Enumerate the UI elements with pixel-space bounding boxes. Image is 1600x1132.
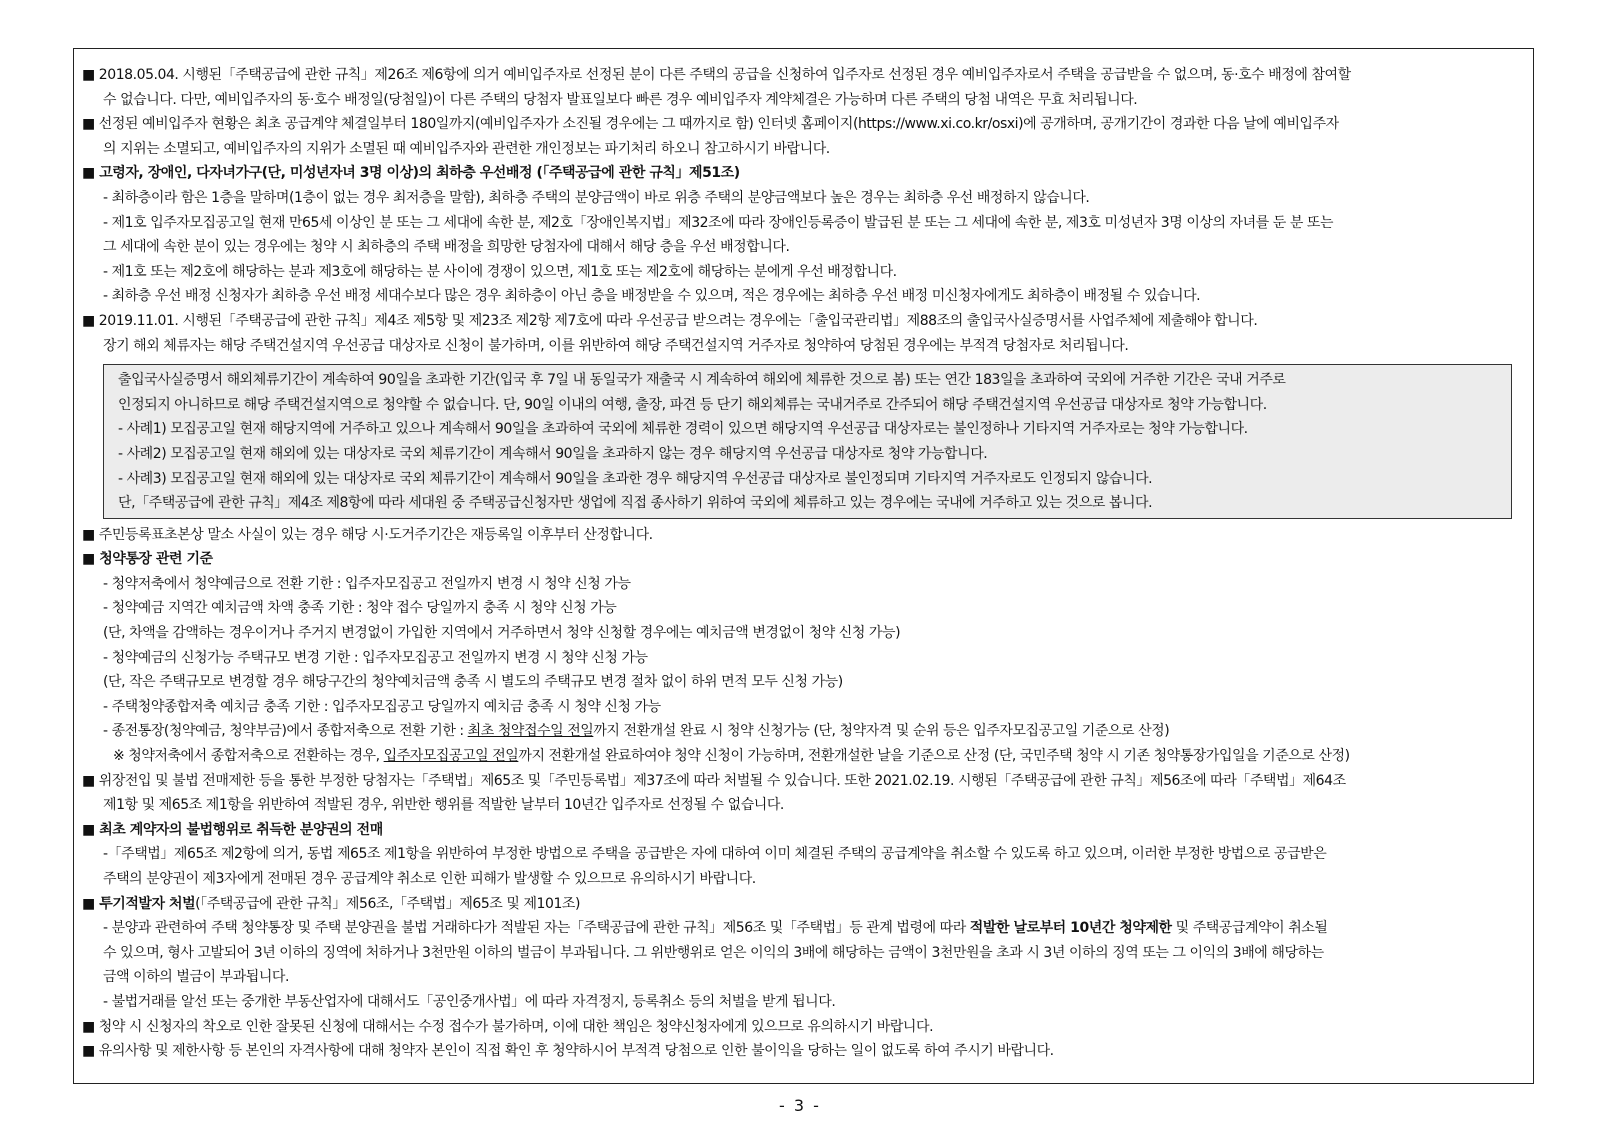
bold-ten-year-restriction: 적발한 날로부터 10년간 청약제한 [969,920,1172,937]
text-line: - 제1호 또는 제2호에 해당하는 분과 제3호에 해당하는 분 사이에 경쟁이 있으면, 제1호 또는 제2호에 해당하는 분에게 우선 배정합니다. [103,263,897,280]
text-line: - 최하층이라 함은 1층을 말하며(1층이 없는 경우 최저층을 말함), 최하층 주택의 분양금액이 바로 위층 주택의 분양금액보다 높은 경우는 최하층 우선 배정하지 않습니다. [103,189,1090,206]
section-heading: ■ 최초 계약자의 불법행위로 취득한 분양권의 전매 [82,821,383,838]
text-line: (단, 차액을 감액하는 경우이거나 주거지 변경없이 가입한 지역에서 거주하면서 청약 신청할 경우에는 예치금액 변경없이 청약 신청 가능) [103,625,901,642]
text-line: - 사례3) 모집공고일 현재 해외에 있는 대상자로 국외 체류기간이 계속해서 90일을 초과한 경우 해당지역 우선공급 대상자로 불인정되며 기타지역 거주자로도 인정되지 않습니다. [118,470,1153,487]
text-line: ■ 선정된 예비입주자 현황은 최초 공급계약 체결일부터 180일까지(예비입주자가 소진될 경우에는 그 때까지로 함) 인터넷 홈페이지(https://www.xi.co.kr/osxi)에 공개하며, 공개기간이 경과한 다음 날에 예비입주자 [82,116,1339,133]
page-number: - 3 - [779,1096,821,1115]
section-subscription-account [82,523,1525,720]
text-line: - 최하층 우선 배정 신청자가 최하층 우선 배정 세대수보다 많은 경우 최하층이 아닌 층을 배정받을 수 있으며, 적은 경우에는 최하층 우선 배정 미신청자에게도 최하층이 배정될 수 있습니다. [103,288,1201,305]
text-line: ■ 주민등록표초본상 말소 사실이 있는 경우 해당 시·도거주기간은 재등록일 이후부터 산정합니다. [82,526,653,543]
text-line: (단, 작은 주택규모로 변경할 경우 해당구간의 청약예치금액 충족 시 별도의 주택규모 변경 절차 없이 하위 면적 모두 신청 가능) [103,674,843,691]
speculation-heading: ■ 투기적발자 처벌(「주택공급에 관한 규칙」제56조,「주택법」제65조 및 제101조) [82,895,580,912]
text-line: - 청약예금 지역간 예치금액 차액 충족 기한 : 청약 접수 당일까지 충족 시 청약 신청 가능 [103,600,617,617]
text-line: 제1항 및 제65조 제1항을 위반하여 적발된 경우, 위반한 행위를 적발한 날부터 10년간 입주자로 선정될 수 없습니다. [103,797,784,814]
text-line: 수 있으며, 형사 고발되어 3년 이하의 징역에 처하거나 3천만원 이하의 벌금이 부과됩니다. 그 위반행위로 얻은 이익의 3배에 해당하는 금액이 3천만원을 초과 시 3년 이하의 징역 또는 그 이익의 3배에 해당하는 [103,944,1324,961]
overseas-stay-notice-box [103,364,1512,519]
text-line: 장기 해외 체류자는 해당 주택건설지역 우선공급 대상자로 신청이 불가하며, 이를 위반하여 해당 주택건설지역 거주자로 청약하여 당첨된 경우에는 부적격 당첨자로 처리됩니다. [103,337,1129,354]
notice-frame [73,48,1534,1084]
conversion-deadline-line: - 종전통장(청약예금, 청약부금)에서 종합저축으로 전환 기한 : 최초 청약접수일 전일까지 전환개설 완료 시 청약 신청가능 (단, 청약자격 및 순위 등은 입주자모집공고일 기준으로 산정) [103,723,1170,740]
text-line: - 주택청약종합저축 예치금 충족 기한 : 입주자모집공고 당일까지 예치금 충족 시 청약 신청 가능 [103,698,661,715]
text-line: 주택의 분양권이 제3자에게 전매된 경우 공급계약 취소로 인한 피해가 발생할 수 있으므로 유의하시기 바랍니다. [103,871,756,887]
text-line: 단,「주택공급에 관한 규칙」제4조 제8항에 따라 세대원 중 주택공급신청자만 생업에 직접 종사하기 위하여 국외에 체류하고 있는 경우에는 국내에 거주하고 있는 것으로 봅니다. [118,495,1153,512]
text-line: 그 세대에 속한 분이 있는 경우에는 청약 시 최하층의 주택 배정을 희망한 당첨자에 대해서 해당 층을 우선 배정합니다. [103,239,790,256]
text-line: - 사례2) 모집공고일 현재 해외에 있는 대상자로 국외 체류기간이 계속해서 90일을 초과하지 않는 경우 해당지역 우선공급 대상자로 청약 가능합니다. [118,445,988,462]
text-line: - 청약예금의 신청가능 주택규모 변경 기한 : 입주자모집공고 전일까지 변경 시 청약 신청 가능 [103,649,648,666]
section-fraud-and-resale [82,769,1525,892]
section-heading: ■ 청약통장 관련 기준 [82,551,213,568]
text-line: - 제1호 입주자모집공고일 현재 만65세 이상인 분 또는 그 세대에 속한 분, 제2호「장애인복지법」제32조에 따라 장애인등록증이 발급된 분 또는 그 세대에 속한 분, 제3호 미성년자 3명 이상의 자녀를 둔 분 또는 [103,214,1334,231]
text-line: 인정되지 아니하므로 해당 주택건설지역으로 청약할 수 없습니다. 단, 90일 이내의 여행, 출장, 파견 등 단기 해외체류는 국내거주로 간주되어 해당 주택건설지역 우선공급 대상자로 청약 가능합니다. [118,396,1267,413]
text-line: ■ 위장전입 및 불법 전매제한 등을 통한 부정한 당첨자는「주택법」제65조 및「주민등록법」제37조에 따라 처벌될 수 있습니다. 또한 2021.02.19. 시행된「주택공급에 관한 규칙」제56조에 따라「주택법」제64조 [82,772,1346,789]
text-line: 의 지위는 소멸되고, 예비입주자의 지위가 소멸된 때 예비입주자와 관련한 개인정보는 파기처리 하오니 참고하시기 바랍니다. [103,140,830,157]
text-line: ■ 청약 시 신청자의 착오로 인한 잘못된 신청에 대해서는 수정 접수가 불가하며, 이에 대한 책임은 청약신청자에게 있으므로 유의하시기 바랍니다. [82,1018,934,1035]
section-heading: ■ 고령자, 장애인, 다자녀가구(단, 미성년자녀 3명 이상)의 최하층 우선배정 (「주택공급에 관한 규칙」제51조) [82,165,740,182]
text-line: - 불법거래를 알선 또는 중개한 부동산업자에 대해서도「공인중개사법」에 따라 자격정지, 등록취소 등의 처벌을 받게 됩니다. [103,993,836,1010]
speculation-penalty-line: - 분양과 관련하여 주택 청약통장 및 주택 분양권을 불법 거래하다가 적발된 자는「주택공급에 관한 규칙」제56조 및「주택법」등 관계 법령에 따라 적발한 날로부터 10년간 청약제한 및 주택공급계약이 취소될 [103,920,1328,937]
text-line: - 사례1) 모집공고일 현재 해당지역에 거주하고 있으나 계속해서 90일을 초과하여 국외에 체류한 경력이 있으면 해당지역 우선공급 대상자로는 불인정하나 기타지역 거주자로는 청약 가능합니다. [118,421,1248,438]
text-line: 출입국사실증명서 해외체류기간이 계속하여 90일을 초과한 기간(입국 후 7일 내 동일국가 재출국 시 계속하여 해외에 체류한 것으로 봄) 또는 연간 183일을 초과하여 국외에 거주한 기간은 국내 거주로 [118,372,1286,389]
underlined-first-application-date: 최초 청약접수일 전일 [467,723,594,740]
text-line: -「주택법」제65조 제2항에 의거, 동법 제65조 제1항을 위반하여 부정한 방법으로 주택을 공급받은 자에 대하여 이미 체결된 주택의 공급계약을 취소할 수 있도록 하고 있으며, 이러한 부정한 방법으로 공급받은 [103,846,1327,863]
text-line: 수 없습니다. 다만, 예비입주자의 동·호수 배정일(당첨일)이 다른 주택의 당첨자 발표일보다 빠른 경우 예비입주자 계약체결은 가능하며 다른 주택의 당첨 내역은 무효 처리됩니다. [103,91,1138,108]
text-line: ■ 2019.11.01. 시행된「주택공급에 관한 규칙」제4조 제5항 및 제23조 제2항 제7호에 따라 우선공급 받으려는 경우에는「출입국관리법」제88조의 출입국사실증명서를 사업주체에 제출해야 합니다. [82,312,1258,329]
text-line: - 청약저축에서 청약예금으로 전환 기한 : 입주자모집공고 전일까지 변경 시 청약 신청 가능 [103,575,631,592]
conversion-note-line: ※ 청약저축에서 종합저축으로 전환하는 경우, 입주자모집공고일 전일까지 전환개설 완료하여야 청약 신청이 가능하며, 전환개설한 날을 기준으로 산정 (단, 국민주택 청약 시 기존 청약통장가입일을 기준으로 산정) [113,748,1350,765]
text-line: ■ 2018.05.04. 시행된「주택공급에 관한 규칙」제26조 제6항에 의거 예비입주자로 선정된 분이 다른 주택의 공급을 신청하여 입주자로 선정된 경우 예비입주자로서 주택을 공급받을 수 없으며, 동·호수 배정에 참여할 [82,67,1351,83]
section-final-cautions [82,941,1525,1064]
section-reserve-and-lowest-floor [82,63,1525,358]
text-line: 금액 이하의 벌금이 부과됩니다. [103,969,289,986]
underlined-announcement-date: 입주자모집공고일 전일 [383,748,519,765]
text-line: ■ 유의사항 및 제한사항 등 본인의 자격사항에 대해 청약자 본인이 직접 확인 후 청약하시어 부적격 당첨으로 인한 불이익을 당하는 일이 없도록 하여 주시기 바랍니다. [82,1043,1054,1060]
